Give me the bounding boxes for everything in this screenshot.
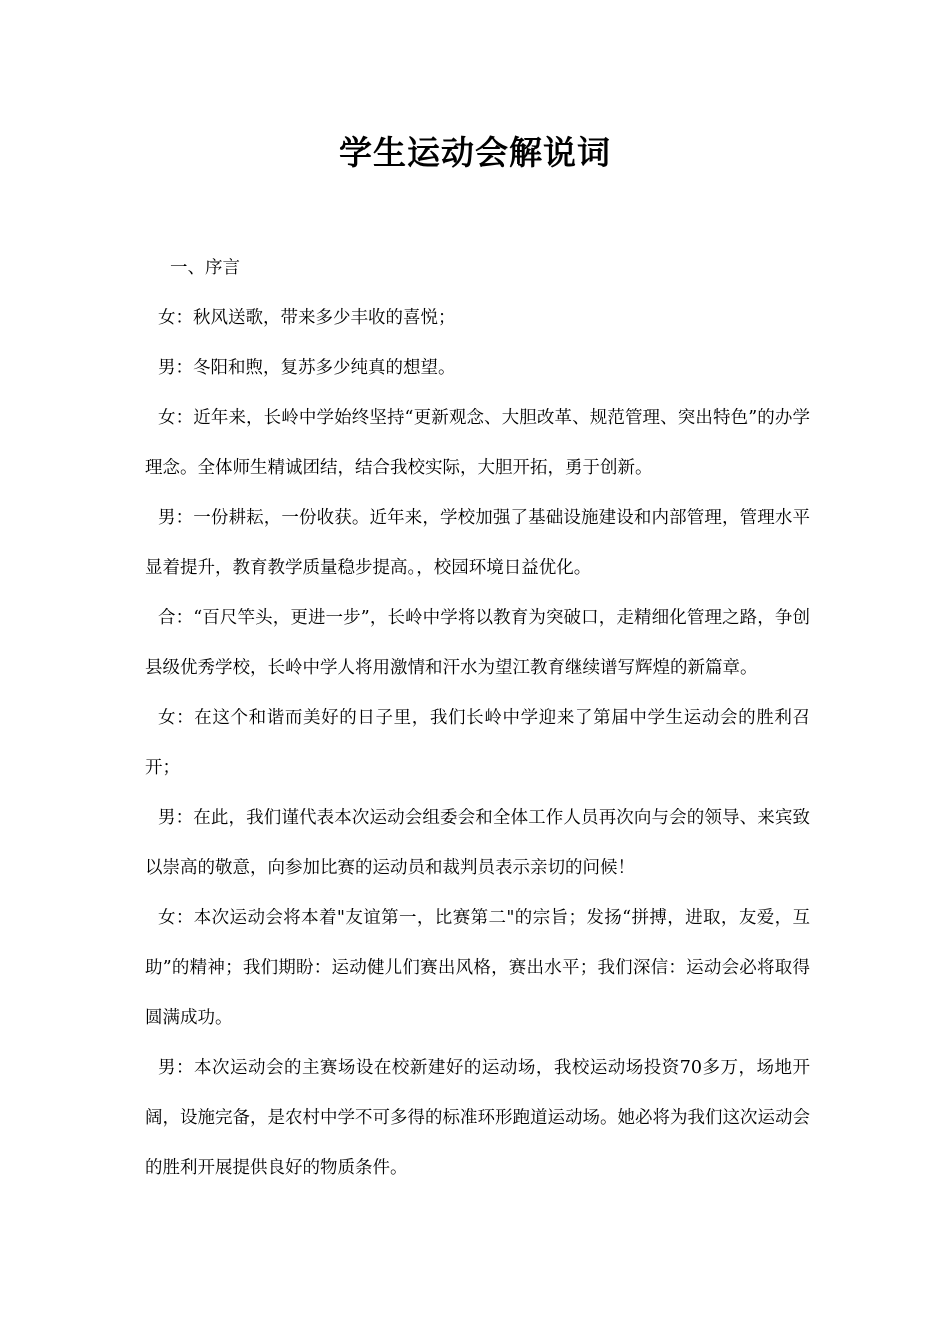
document-body <box>145 243 810 1193</box>
paragraph: 女：本次运动会将本着"友谊第一，比赛第二"的宗旨；发扬“拼搏，进取，友爱，互助”的精神；我们期盼：运动健儿们赛出风格，赛出水平；我们深信：运动会必将取得圆满成功。 <box>145 908 810 1028</box>
paragraph: 合：“百尺竿头，更进一步”，长岭中学将以教育为突破口，走精细化管理之路，争创县级优秀学校，长岭中学人将用激情和汗水为望江教育继续谱写辉煌的新篇章。 <box>145 608 810 678</box>
document-title: 学生运动会解说词 <box>339 133 611 172</box>
paragraph: 男：本次运动会的主赛场设在校新建好的运动场，我校运动场投资70多万，场地开阔，设施完备，是农村中学不可多得的标准环形跑道运动场。她必将为我们这次运动会的胜利开展提供良好的物质条件。 <box>145 1058 810 1178</box>
paragraph: 女：秋风送歌，带来多少丰收的喜悦； <box>158 308 456 328</box>
paragraph: 男：一份耕耘，一份收获。近年来，学校加强了基础设施建设和内部管理，管理水平显着提升，教育教学质量稳步提高。，校园环境日益优化。 <box>145 508 810 578</box>
section-heading-preface: 一、序言 <box>170 258 240 278</box>
paragraph: 男：冬阳和煦，复苏多少纯真的想望。 <box>158 358 456 378</box>
paragraph: 女：在这个和谐而美好的日子里，我们长岭中学迎来了第届中学生运动会的胜利召开； <box>145 708 810 778</box>
paragraph: 女：近年来，长岭中学始终坚持“更新观念、大胆改革、规范管理、突出特色”的办学理念。全体师生精诚团结，结合我校实际，大胆开拓，勇于创新。 <box>145 408 810 478</box>
paragraph: 男：在此，我们谨代表本次运动会组委会和全体工作人员再次向与会的领导、来宾致以崇高的敬意，向参加比赛的运动员和裁判员表示亲切的问候！ <box>145 808 810 878</box>
